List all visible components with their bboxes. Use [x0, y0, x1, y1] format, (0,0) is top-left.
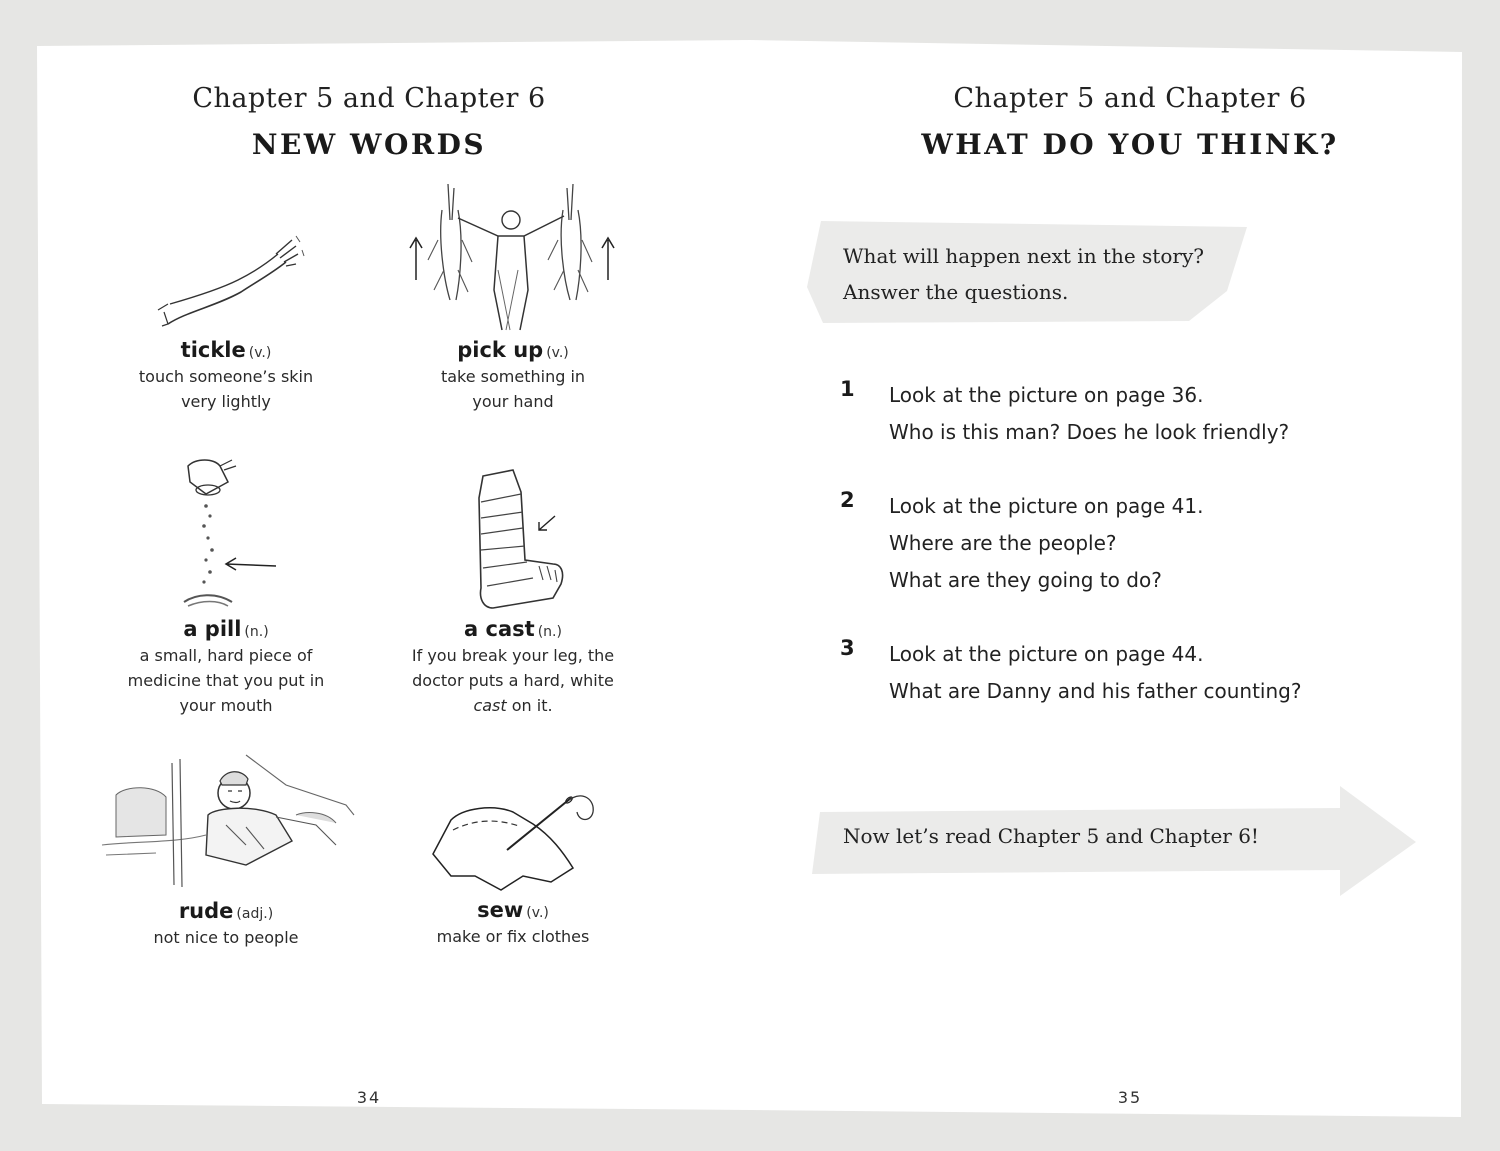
word-part-of-speech: (v.) — [546, 345, 569, 361]
page-number: 34 — [356, 1088, 382, 1107]
section-heading: NEW WORDS — [251, 128, 487, 161]
instruction-text: What will happen next in the story? Answer the questions. — [843, 244, 1204, 304]
word-a-cast — [383, 468, 643, 718]
word-part-of-speech: (adj.) — [236, 906, 274, 922]
word-term: sew — [477, 898, 524, 922]
word-rude — [96, 745, 356, 950]
tickle-illustration — [146, 232, 306, 332]
pill-illustration — [166, 456, 286, 611]
word-definition: If you break your leg, the doctor puts a hard, white cast on it. — [411, 646, 615, 715]
cast-illustration — [443, 468, 583, 611]
section-heading: WHAT DO YOU THINK? — [921, 128, 1339, 161]
word-part-of-speech: (v.) — [248, 345, 272, 361]
word-definition: not nice to people — [153, 928, 299, 947]
word-tickle — [96, 232, 356, 414]
question-number: 2 — [840, 488, 855, 512]
question-number: 3 — [840, 636, 855, 660]
right-page: Chapter 5 and Chapter 6 WHAT DO YOU THINK? What will happen next in the story? Answer the questions. 1 Look at the picture on page 36. Who is this man? Does he look friendly? 2 Look at the picture on page 41. Where are the people? What are they going to do? 3 Look at the picture on page 44. What are Danny and his father counting? Now let’s read Chapter 5 and Chapter 6! 35 — [750, 0, 1500, 1151]
word-term: pick up — [457, 338, 544, 362]
question-number: 1 — [840, 377, 855, 401]
pick-up-illustration — [398, 180, 628, 332]
word-term: a cast — [464, 617, 535, 641]
word-definition: take something in your hand — [440, 367, 586, 411]
word-a-pill — [96, 456, 356, 718]
word-term: a pill — [183, 617, 242, 641]
chapter-title: Chapter 5 and Chapter 6 — [192, 83, 546, 114]
word-part-of-speech: (v.) — [526, 905, 549, 921]
word-sew — [383, 790, 643, 949]
chapter-title: Chapter 5 and Chapter 6 — [953, 83, 1307, 114]
word-term: rude — [178, 899, 234, 923]
word-part-of-speech: (n.) — [244, 624, 269, 640]
word-part-of-speech: (n.) — [537, 624, 562, 640]
word-definition: a small, hard piece of medicine that you put in your mouth — [127, 646, 325, 715]
word-definition: make or fix clothes — [436, 927, 590, 946]
rude-illustration — [96, 745, 356, 893]
page-number: 35 — [1117, 1088, 1143, 1107]
word-definition: touch someone’s skin very lightly — [138, 367, 314, 411]
word-term: tickle — [180, 338, 246, 362]
sew-illustration — [423, 790, 603, 892]
arrow-text: Now let’s read Chapter 5 and Chapter 6! — [843, 824, 1259, 848]
word-pick-up — [383, 180, 643, 414]
